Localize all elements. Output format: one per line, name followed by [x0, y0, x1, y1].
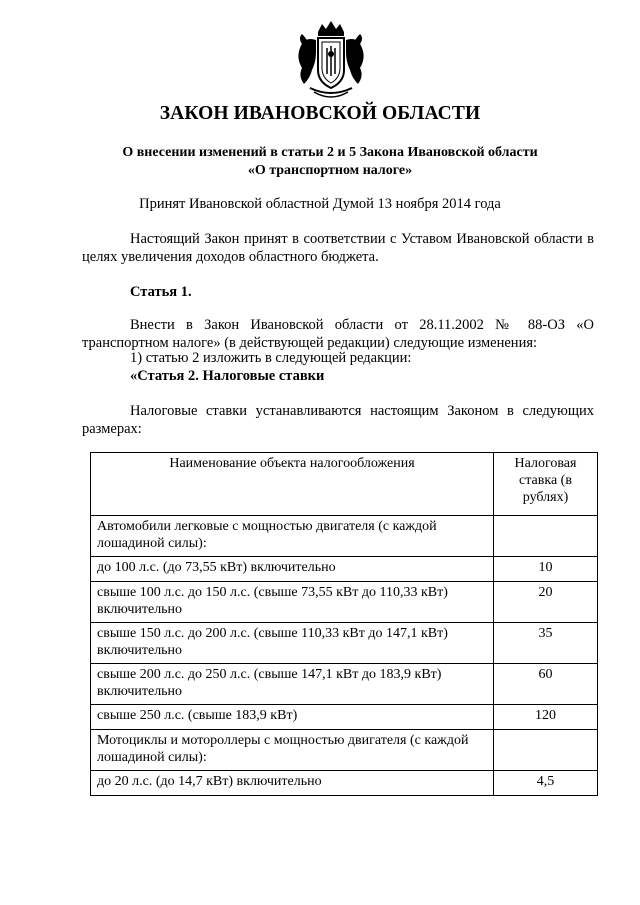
- article-1-text: Внести в Закон Ивановской области от 28.11.2002 № 88-ОЗ «О транспортном налоге» (в действующей редакции) следующие изменения:: [82, 317, 594, 351]
- amendment-item-1: 1) статью 2 изложить в следующей редакции:: [130, 350, 412, 366]
- row-rate: 10: [494, 557, 598, 582]
- header-object-name: Наименование объекта налогообложения: [91, 453, 494, 516]
- table-row: [91, 730, 598, 771]
- row-rate: 20: [494, 582, 598, 623]
- table-row: [91, 705, 598, 730]
- article-2-heading: «Статья 2. Налоговые ставки: [130, 368, 325, 384]
- subtitle-line-1: О внесении изменений в статьи 2 и 5 Закона Ивановской области: [122, 145, 538, 160]
- table-row: [91, 623, 598, 664]
- coat-of-arms-icon: [288, 18, 374, 104]
- adoption-note: Принят Ивановской областной Думой 13 ноября 2014 года: [139, 196, 501, 212]
- subtitle-line-2: «О транспортном налоге»: [247, 163, 413, 178]
- row-rate: [494, 516, 598, 557]
- header-tax-rate: Налоговая ставка (в рублях): [494, 453, 598, 516]
- row-object-name: свыше 200 л.с. до 250 л.с. (свыше 147,1 кВт до 183,9 кВт) включительно: [91, 664, 494, 705]
- row-rate: 4,5: [494, 771, 598, 796]
- row-rate: 35: [494, 623, 598, 664]
- row-rate: [494, 730, 598, 771]
- table-row: [91, 664, 598, 705]
- table-row: [91, 516, 598, 557]
- row-object-name: свыше 250 л.с. (свыше 183,9 кВт): [91, 705, 494, 730]
- table-row: [91, 582, 598, 623]
- table-row: [91, 771, 598, 796]
- row-object-name: до 100 л.с. (до 73,55 кВт) включительно: [91, 557, 494, 582]
- row-object-name: Мотоциклы и мотороллеры с мощностью двигателя (с каждой лошадиной силы):: [91, 730, 494, 771]
- row-object-name: Автомобили легковые с мощностью двигателя (с каждой лошадиной силы):: [91, 516, 494, 557]
- row-object-name: свыше 150 л.с. до 200 л.с. (свыше 110,33 кВт до 147,1 кВт) включительно: [91, 623, 494, 664]
- law-title: ЗАКОН ИВАНОВСКОЙ ОБЛАСТИ: [159, 103, 481, 124]
- row-rate: 120: [494, 705, 598, 730]
- preamble-paragraph: Настоящий Закон принят в соответствии с Уставом Ивановской области в целях увеличения доходов областного бюджета.: [82, 231, 594, 265]
- article-2-text: Налоговые ставки устанавливаются настоящим Законом в следующих размерах:: [82, 403, 594, 437]
- table-header-row: [91, 453, 598, 516]
- row-object-name: до 20 л.с. (до 14,7 кВт) включительно: [91, 771, 494, 796]
- law-subtitle: [60, 144, 600, 180]
- article-1-heading: Статья 1.: [130, 284, 192, 300]
- row-rate: 60: [494, 664, 598, 705]
- tax-rates-table: [90, 452, 598, 796]
- row-object-name: свыше 100 л.с. до 150 л.с. (свыше 73,55 кВт до 110,33 кВт) включительно: [91, 582, 494, 623]
- table-row: [91, 557, 598, 582]
